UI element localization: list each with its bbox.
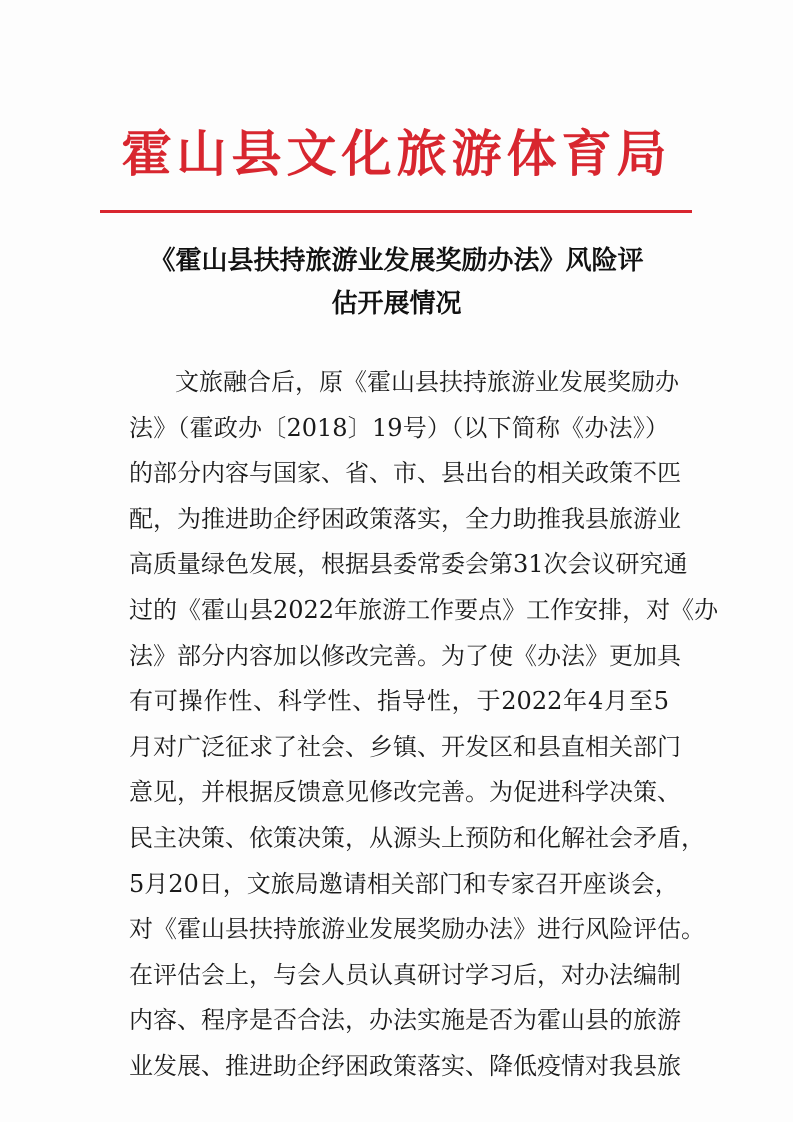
body-line: 月对广泛征求了社会、乡镇、开发区和县直相关部门 [129,732,681,761]
body-line: 对《霍山县扶持旅游业发展奖励办法》进行风险评估。 [129,915,705,944]
document-body [129,360,719,1090]
document-title-line-2: 估开展情况 [331,289,462,319]
body-line: 在评估会上，与会人员认真研讨学习后，对办法编制 [129,960,681,989]
body-line: 过的《霍山县2022年旅游工作要点》工作安排，对《办 [129,595,719,624]
document-title [105,240,688,326]
body-line: 5月20日，文旅局邀请相关部门和专家召开座谈会， [129,869,679,898]
body-line: 法》部分内容加以修改完善。为了使《办法》更加具 [129,641,681,670]
body-line: 配，为推进助企纾困政策落实，全力助推我县旅游业 [129,504,681,533]
body-line: 意见，并根据反馈意见修改完善。为促进科学决策、 [129,778,681,807]
masthead-red-rule [100,210,692,213]
document-title-line-1: 《霍山县扶持旅游业发展奖励办法》风险评 [149,246,644,276]
body-line: 法》（霍政办〔2018〕19号）（以下简称《办法》） [129,413,669,442]
masthead-org-name: 霍山县文化旅游体育局 [121,124,672,183]
body-line: 民主决策、依策决策，从源头上预防和化解社会矛盾， [129,823,705,852]
body-line: 高质量绿色发展，根据县委常委会第31次会议研究通 [129,550,688,579]
body-line: 业发展、推进助企纾困政策落实、降低疫情对我县旅 [129,1051,681,1080]
body-line: 的部分内容与国家、省、市、县出台的相关政策不匹 [129,459,681,488]
body-line: 文旅融合后，原《霍山县扶持旅游业发展奖励办 [175,368,679,396]
body-line: 内容、程序是否合法，办法实施是否为霍山县的旅游 [129,1006,681,1035]
body-line: 有可操作性、科学性、指导性，于2022年4月至5 [129,687,669,716]
